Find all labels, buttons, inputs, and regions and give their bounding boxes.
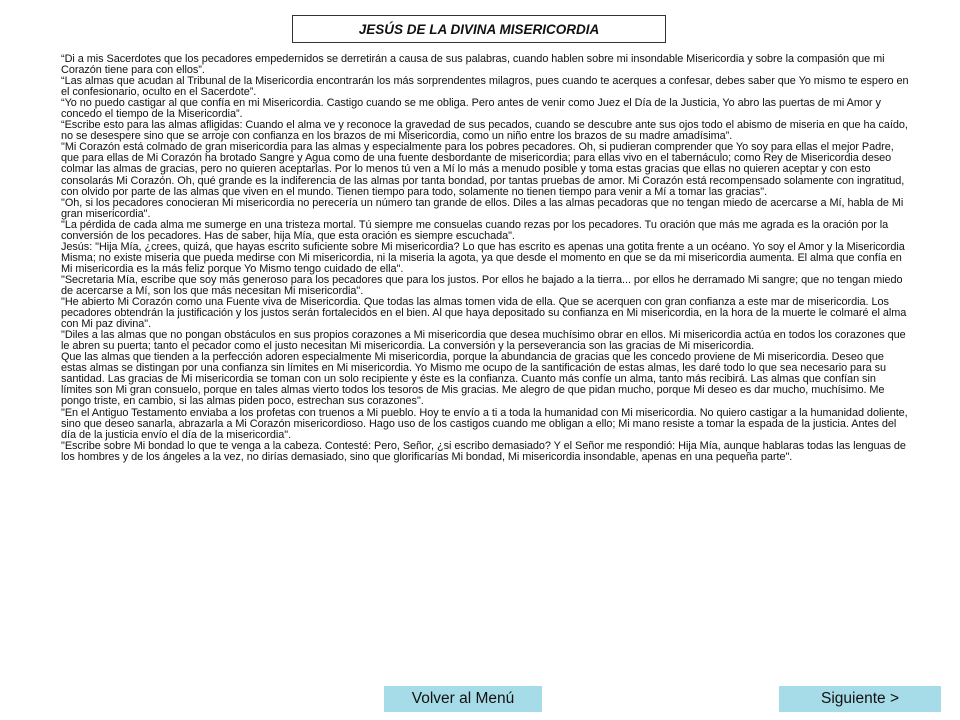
next-button[interactable]: Siguiente > [779, 686, 941, 712]
page-title: JESÚS DE LA DIVINA MISERICORDIA [292, 15, 666, 43]
paragraph: "Oh, si los pecadores conocieran Mi misericordia no perecería un número tan grande de ellos. Diles a las almas pecadoras que no tengan miedo de acercarse a Mí, habla de Mi gran misericordia". [61, 196, 904, 220]
paragraph: “Las almas que acudan al Tribunal de la Misericordia encontrarán los más sorprendentes milagros, pues cuando te acerques a confesar, debes saber que Yo mismo te espero en el confesionario, oculto en el Sacerdote”. [61, 75, 909, 99]
paragraph: Jesús: "Hija Mía, ¿crees, quizá, que hayas escrito suficiente sobre Mi misericordia? Lo que has escrito es apenas una gotita frente a un océano. Yo soy el Amor y la Misericordia Misma; no existe miseria que pueda medirse con Mi misericordia, ni la miseria la agota, ya que desde el momento en que se da mi misericordia aumenta. El alma que confía en Mi misericordia es la más feliz porque Yo Mismo tengo cuidado de ella". [61, 240, 905, 275]
paragraph: "Escribe sobre Mi bondad lo que te venga a la cabeza. Contesté: Pero, Señor, ¿si escribo demasiado? Y el Señor me respondió: Hija Mía, aunque hablaras todas las lenguas de los hombres y de los ángeles a la vez, no dirías demasiado, sino que glorificarías Mi bondad, Mi misericordia insondable, apenas en una pequeña parte". [61, 439, 906, 463]
paragraph: "En el Antiguo Testamento enviaba a los profetas con truenos a Mi pueblo. Hoy te envío a ti a toda la humanidad con Mi misericordia. No quiero castigar a la humanidad doliente, sino que deseo sanarla, abrazarla a Mi Corazón misericordioso. Hago uso de los castigos cuando me obligan a ello; Mi mano resiste a tomar la espada de la justicia. Antes del día de la justicia envío el día de la misericordia". [61, 406, 908, 441]
paragraph: "He abierto Mi Corazón como una Fuente viva de Misericordia. Que todas las almas tomen vida de ella. Que se acerquen con gran confianza a este mar de misericordia. Los pecadores obtendrán la justificación y los justos serán fortalecidos en el bien. Al que haya depositado su confianza en Mi misericordia, en la hora de la muerte le colmaré el alma con Mi paz divina". [61, 296, 907, 331]
paragraph: “Escribe esto para las almas afligidas: Cuando el alma ve y reconoce la gravedad de sus pecados, cuando se descubre ante sus ojos todo el abismo de miseria en que ha caído, no se desespere sino que se arroje con confianza en los brazos de mi Misericordia, como un niño entre los brazos de su madre amadísima”. [61, 119, 908, 143]
paragraph: "La pérdida de cada alma me sumerge en una tristeza mortal. Tú siempre me consuelas cuando rezas por los pecadores. Tu oración que más me agrada es la oración por la conversión de los pecadores. Has de saber, hija Mía, que esta oración es siempre escuchada". [61, 218, 889, 242]
paragraph: "Mi Corazón está colmado de gran misericordia para las almas y especialmente para los pobres pecadores. Oh, si pudieran comprender que Yo soy para ellas el mejor Padre, que para ellas de Mi Corazón ha brotado Sangre y Agua como de una fuente desbordante de misericordia; para ellas vivo en el tabernáculo; como Rey de Misericordia deseo colmar las almas de gracias, pero no quieren aceptarlas. Por lo menos tú ven a Mí lo más a menudo posible y toma estas gracias que ellas no quieren aceptar y con esto consolarás Mi Corazón. Oh, qué grande es la indiferencia de las almas por tanta bondad, por tantas pruebas de amor. Mi Corazón está recompensado solamente con ingratitud, con olvido por parte de las almas que viven en el mundo. Tienen tiempo para todo, solamente no tienen tiempo para venir a Mí a tomar las gracias". [61, 141, 905, 198]
paragraph: “Di a mis Sacerdotes que los pecadores empedernidos se derretirán a causa de sus palabras, cuando hablen sobre mi insondable Misericordia y sobre la compasión que mi Corazón tiene para con ellos”. [61, 53, 885, 77]
paragraph: Que las almas que tienden a la perfección adoren especialmente Mi misericordia, porque la abundancia de gracias que les concedo proviene de Mi misericordia. Deseo que estas almas se distingan por una confianza sin límites en Mi misericordia. Yo Mismo me ocupo de la santificación de estas almas, les daré todo lo que sea necesario para su santidad. Las gracias de Mi misericordia se toman con un solo recipiente y éste es la confianza. Cuanto más confíe un alma, tanto más recibirá. Las almas que confían sin límites son Mi gran consuelo, porque en tales almas vierto todos los tesoros de Mis gracias. Me alegro de que pidan mucho, porque Mi deseo es dar mucho, muchísimo. Me pongo triste, en cambio, si las almas piden poco, estrechan sus corazones". [61, 351, 887, 408]
text-body [61, 54, 909, 463]
paragraph: "Diles a las almas que no pongan obstáculos en sus propios corazones a Mi misericordia que desea muchísimo obrar en ellos. Mi misericordia actúa en todos los corazones que le abren su puerta; tanto el pecador como el justo necesitan Mi misericordia. La conversión y la perseverancia son las gracias de Mi misericordia. [61, 329, 906, 353]
paragraph: “Yo no puedo castigar al que confía en mi Misericordia. Castigo cuando se me obliga. Pero antes de venir como Juez el Día de la Justicia, Yo abro las puertas de mi Amor y concedo el tiempo de la Misericordia”. [61, 97, 881, 121]
back-to-menu-button[interactable]: Volver al Menú [384, 686, 542, 712]
paragraph: "Secretaria Mía, escribe que soy más generoso para los pecadores que para los justos. Por ellos he bajado a la tierra... por ellos he derramado Mi sangre; que no tengan miedo de acercarse a Mí, son los que más necesitan Mi misericordia". [61, 273, 903, 297]
